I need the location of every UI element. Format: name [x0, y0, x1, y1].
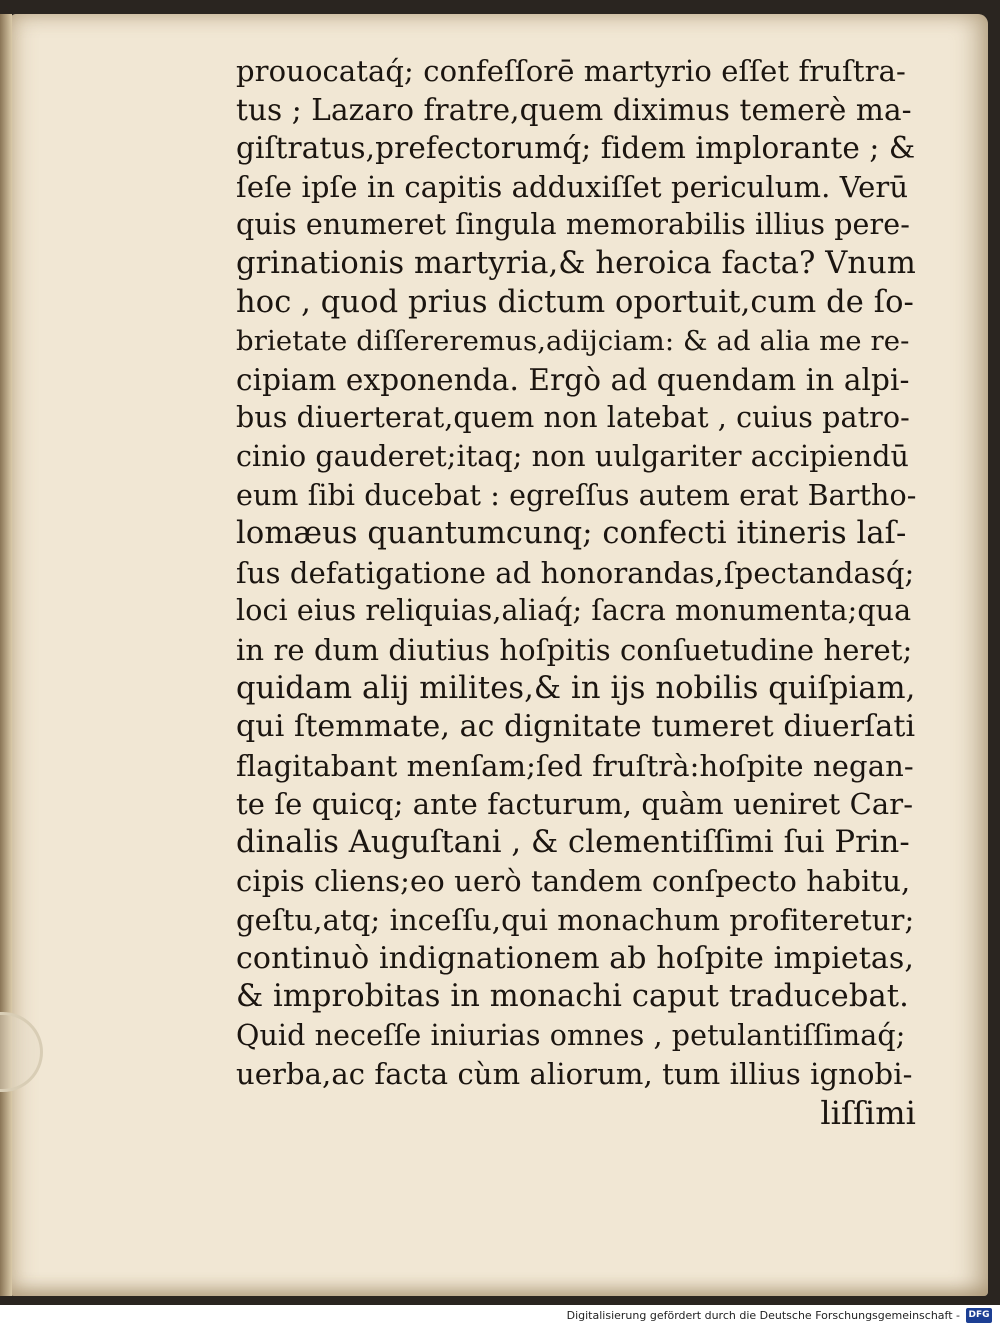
text-line: cinio gauderet;itaq; non uulgariter accipiendū — [236, 439, 910, 473]
text-line: uerba,ac facta cùm aliorum, tum illius ignobi- — [236, 1057, 913, 1092]
text-line: geſtu,atq; inceſſu,qui monachum profiteretur; — [236, 903, 915, 938]
text-line: qui ſtemmate, ac dignitate tumeret diuerſati — [236, 709, 916, 745]
funding-credit: Digitalisierung gefördert durch die Deutsche Forschungsgemeinschaft - — [566, 1309, 960, 1322]
text-line: loci eius reliquias,aliaq́; ſacra monumenta;qua — [236, 594, 912, 628]
dfg-logo-icon: DFG — [966, 1308, 992, 1323]
text-block — [236, 52, 916, 1133]
text-line: lomæus quantumcunq; confecti itineris laſ- — [236, 516, 907, 552]
text-line: dinalis Auguſtani , & clementiſſimi ſui Prin- — [236, 824, 910, 860]
text-line: cipiam exponenda. Ergò ad quendam in alpi- — [236, 362, 910, 397]
footer-bar — [0, 1305, 1000, 1327]
text-line: continuò indignationem ab hoſpite impietas, — [236, 940, 914, 976]
page-gutter-edge — [0, 14, 12, 1296]
text-line: hoc , quod prius dictum oportuit,cum de ſo- — [236, 284, 914, 320]
text-line: tus ; Lazaro fratre,quem diximus temerè ma- — [236, 92, 912, 127]
text-line: bus diuerterat,quem non latebat , cuius patro- — [236, 401, 910, 435]
text-line: prouocataq́; confeſſorē martyrio eſſet fruſtra- — [236, 54, 906, 88]
text-line: Quid neceſſe iniurias omnes , petulantiſſimaq́; — [236, 1018, 906, 1052]
text-line: te ſe quicq; ante facturum, quàm ueniret Car- — [236, 787, 914, 822]
text-line: quis enumeret ſingula memorabilis illius pere- — [236, 208, 910, 242]
text-line: ſus defatigatione ad honorandas,ſpectandasq́; — [236, 555, 915, 590]
text-line: eum ſibi ducebat : egreſſus autem erat Bartho- — [236, 478, 917, 512]
text-line: cipis cliens;eo uerò tandem conſpecto habitu, — [236, 864, 911, 899]
text-line: quidam alij milites,& in ijs nobilis quiſpiam, — [236, 670, 916, 706]
catchword-line: liſſimi — [820, 1094, 916, 1133]
text-line: & improbitas in monachi caput traducebat. — [236, 979, 909, 1015]
text-line: flagitabant menſam;ſed fruſtrà:hoſpite negan- — [236, 748, 914, 783]
text-line: in re dum diutius hoſpitis conſuetudine heret; — [236, 632, 913, 667]
text-line: grinationis martyria,& heroica facta? Vnum — [236, 245, 916, 281]
text-line: ſeſe ipſe in capitis adduxiſſet periculum. Verū — [236, 169, 909, 204]
text-line: giſtratus,prefectorumq́; fidem implorante ; & — [236, 131, 916, 166]
text-line: brietate diſſereremus,adijciam: & ad alia me re- — [236, 325, 910, 358]
